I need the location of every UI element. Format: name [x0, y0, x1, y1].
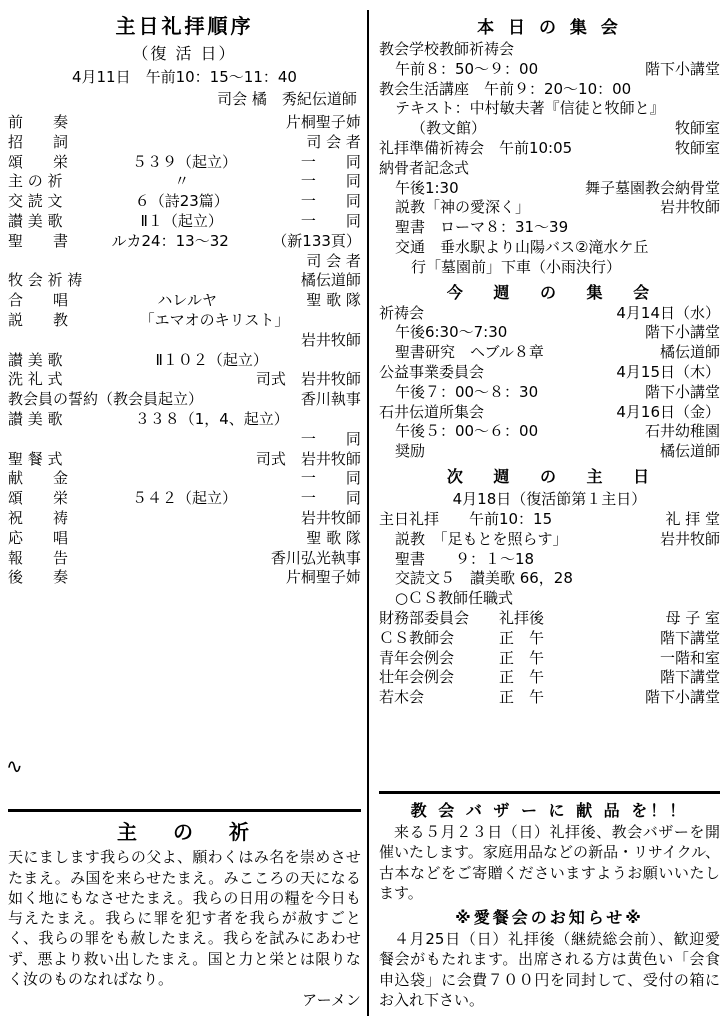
order-row: 報 告 香川弘光執事: [8, 548, 361, 567]
meeting-row: 教会生活講座 午前９：20〜10：00: [378, 79, 632, 98]
meeting-row: 若木会 正 午 階下小講堂: [378, 688, 720, 707]
today-meetings-list: [379, 40, 720, 278]
order-row: 讃 美 歌 Ⅱ１（起立） 一 同: [8, 211, 361, 230]
meeting-row: 聖書研究 ヘブル８章 橘伝道師: [394, 343, 720, 362]
lords-prayer-amen: アーメン: [302, 991, 361, 1009]
meeting-row: 午前８：50〜９：00 階下小講堂: [394, 59, 720, 78]
meeting-row: 奨励 橘伝道師: [394, 442, 720, 461]
next-sunday-list: [379, 510, 720, 708]
agape-title: ※愛餐会のお知らせ※: [455, 908, 644, 927]
meeting-row: 午後７：00〜８：30 階下小講堂: [394, 382, 720, 401]
divider: [379, 791, 720, 794]
squiggle-mark: ∿: [6, 754, 23, 778]
bazaar-title: 教 会 バ ザ ー に 献 品 を！！: [410, 801, 689, 820]
order-row: 応 唱 聖 歌 隊: [8, 528, 361, 547]
meeting-row: ○ＣＳ教師任職式: [394, 589, 514, 608]
agape-text: ４月25日（日）礼拝後（継続総会前）、歓迎愛餐会がもたれます。出席される方は黄色い「会食申込袋」に会費７００円を同封して、受付の箱にお入れ下さい。: [378, 930, 720, 1009]
divider: [8, 809, 361, 812]
meeting-row: 説教 「足もとを照らす」 岩井牧師: [394, 529, 720, 548]
meeting-row: 説教「神の愛深く」 岩井牧師: [394, 198, 720, 217]
meeting-row: 聖書 ローマ８：31〜39: [394, 218, 569, 237]
week-meetings-list: [379, 304, 720, 462]
meeting-row: 石井伝道所集会 4月16日（金）: [378, 402, 720, 421]
order-row: 岩井牧師: [300, 330, 361, 349]
order-row: 讃 美 歌 ３３８（1，4、起立）: [8, 409, 289, 428]
meeting-row: ＣＳ教師会 正 午 階下講堂: [378, 628, 720, 647]
next-sunday-title: 次 週 の 主 日: [446, 466, 653, 486]
order-row: 献 金 一 同: [8, 469, 361, 488]
order-row: 前 奏 片桐聖子姉: [8, 113, 361, 131]
bazaar-text: 来る５月２３日（日）礼拝後、教会バザーを開催いたします。家庭用品などの新品・リサイクル、古本などをご寄贈くださいますようお願いいたします。: [378, 823, 720, 902]
order-row: 一 同: [300, 429, 361, 448]
meeting-row: 交読文５ 讃美歌 66，28: [394, 569, 573, 588]
order-row: 後 奏 片桐聖子姉: [8, 568, 361, 587]
order-row: 説 教 「エマオのキリスト」: [8, 310, 290, 329]
service-order-subtitle: （復 活 日）: [132, 44, 237, 63]
order-row: 交 読 文 ６（詩23篇） 一 同: [8, 192, 361, 211]
meeting-row: 行「墓園前」下車（小雨決行）: [410, 257, 621, 276]
next-sunday-date: 4月18日（復活節第１主日）: [452, 489, 647, 508]
meeting-row: 教会学校教師祈祷会: [378, 40, 514, 58]
meeting-row: 壮年会例会 正 午 階下講堂: [378, 668, 720, 687]
meeting-row: 交通 垂水駅より山陽バス②滝水ケ丘: [394, 237, 649, 256]
announcements-block: [379, 785, 720, 1010]
order-row: 洗 礼 式 司式 岩井牧師: [8, 370, 361, 389]
order-row: 祝 祷 岩井牧師: [8, 508, 361, 527]
meeting-row: テキスト：中村敏夫著『信徒と牧師と』: [394, 99, 665, 118]
meeting-row: 祈祷会 4月14日（水）: [378, 303, 720, 322]
order-row: 司 会 者: [306, 251, 361, 270]
meeting-row: 財務部委員会 礼拝後 母 子 室: [378, 608, 720, 627]
meeting-row: 聖書 ９：１〜18: [394, 549, 535, 568]
meeting-row: 午後1:30 舞子墓園教会納骨堂: [394, 178, 720, 197]
lords-prayer-text: 天にまします我らの父よ、願わくはみ名を崇めさせたまえ。み国を来らせたまえ。みこころの天になる如く地にもなさせたまえ。我らの日用の糧を今日も与えたまえ。我らに罪を犯す者を我らが赦すごとく、我らの罪をも赦したまえ。我らを試みにあわせず、悪より救い出したまえ。国と力と栄とは限りなく汝のものなればなり。: [8, 848, 361, 988]
order-row: 讃 美 歌 Ⅱ１０２（起立）: [8, 350, 268, 369]
order-row: 合 唱 ハレルヤ 聖 歌 隊: [8, 291, 361, 310]
left-column: [8, 10, 367, 1016]
week-meetings-title: 今 週 の 集 会: [446, 282, 653, 302]
meeting-row: 納骨者記念式: [378, 158, 469, 177]
service-datetime: 4月11日 午前10：15〜11：40: [71, 68, 297, 86]
order-row: 聖 書 ルカ24：13〜32 （新133頁）: [8, 231, 361, 250]
meeting-row: 礼拝準備祈祷会 午前10:05 牧師室: [378, 138, 720, 157]
lords-prayer-block: [8, 803, 361, 1010]
today-meetings-title: 本 日 の 集 会: [477, 18, 622, 38]
order-row: 牧 会 祈 祷 橘伝道師: [8, 271, 361, 290]
service-order-title: 主日礼拝順序: [115, 14, 254, 38]
order-row: 教会員の誓約（教会員起立） 香川執事: [8, 390, 361, 409]
service-leader: 司会 橘 秀紀伝道師: [217, 90, 357, 108]
meeting-row: （教文館） 牧師室: [410, 119, 720, 138]
meeting-row: 主日礼拝 午前10：15 礼 拝 堂: [378, 509, 720, 528]
order-row: 招 詞 司 会 者: [8, 132, 361, 151]
lords-prayer-title: 主 の 祈: [117, 820, 252, 845]
order-row: 頌 栄 ５４２（起立） 一 同: [8, 489, 361, 508]
meeting-row: 公益事業委員会 4月15日（木）: [378, 362, 720, 381]
meeting-row: 青年会例会 正 午 一階和室: [378, 648, 720, 667]
meeting-row: 午後５：00〜６：00 石井幼稚園: [394, 422, 720, 441]
meeting-row: 午後6:30〜7:30 階下小講堂: [394, 323, 720, 342]
order-row: 頌 栄 ５３９（起立） 一 同: [8, 152, 361, 171]
right-column: [367, 10, 720, 1016]
service-order-list: [8, 113, 361, 588]
order-row: 主 の 祈 〃 一 同: [8, 172, 361, 191]
order-row: 聖 餐 式 司式 岩井牧師: [8, 449, 361, 468]
